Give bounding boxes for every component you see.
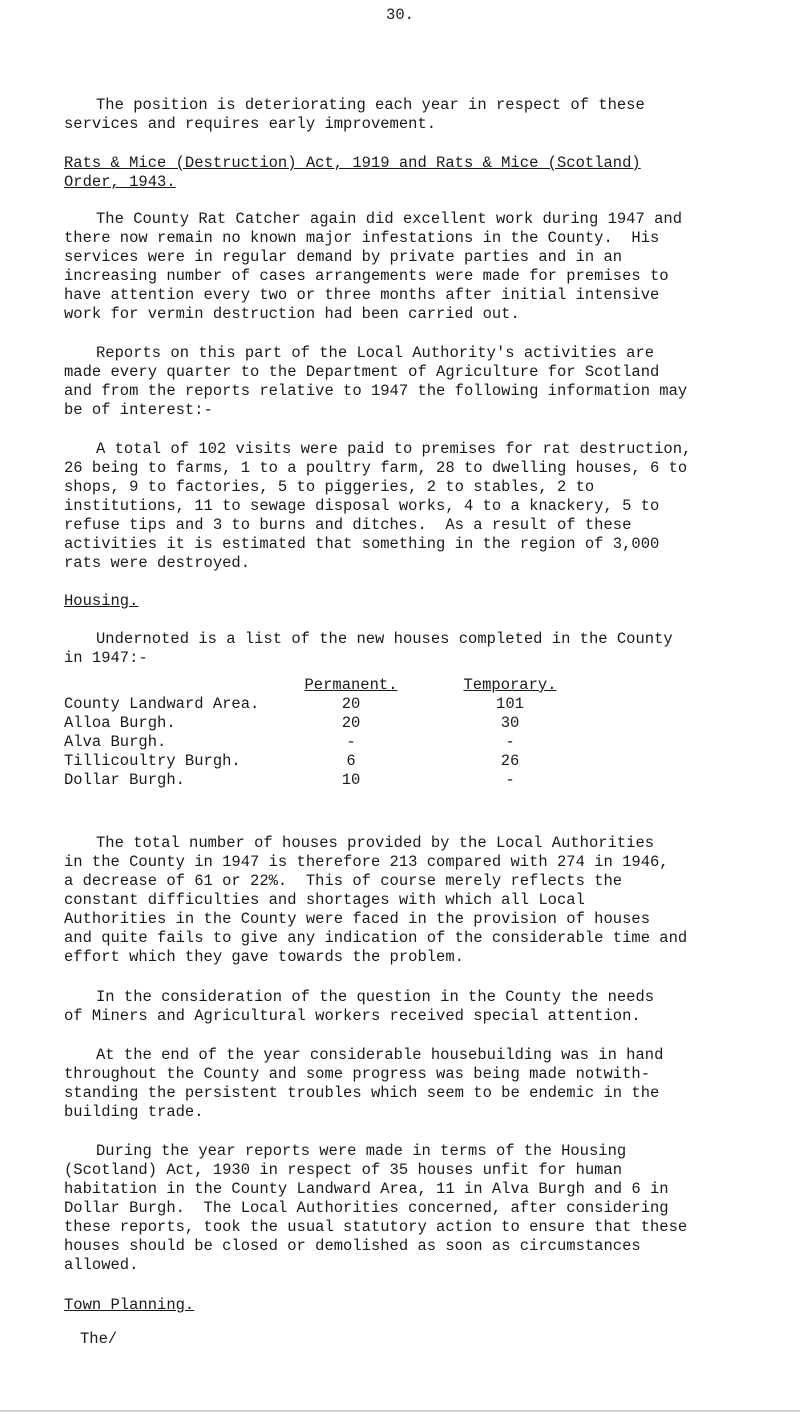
text-line: At the end of the year considerable housebuilding was in hand	[96, 1046, 664, 1064]
text-line: The total number of houses provided by the Local Authorities	[96, 834, 655, 852]
housing-intro	[64, 630, 764, 668]
table-header-row	[64, 676, 604, 695]
temporary-cell: 30	[500, 714, 520, 732]
table-row	[64, 733, 604, 752]
text-line: shops, 9 to factories, 5 to piggeries, 2 to stables, 2 to	[64, 478, 595, 496]
text-line: in 1947:-	[64, 649, 148, 667]
text-line: and quite fails to give any indication of the considerable time and	[64, 929, 688, 947]
text-line: During the year reports were made in terms of the Housing	[96, 1142, 627, 1160]
text-line: increasing number of cases arrangements were made for premises to	[64, 267, 669, 285]
text-line: The position is deteriorating each year in respect of these	[96, 96, 645, 114]
area-column-header	[64, 676, 286, 695]
housebuilding-paragraph	[64, 1046, 764, 1122]
town-planning-heading: Town Planning.	[64, 1296, 195, 1314]
permanent-cell: 10	[341, 771, 361, 789]
text-line: work for vermin destruction had been carried out.	[64, 305, 520, 323]
visits-paragraph	[64, 440, 764, 573]
housing-heading: Housing.	[64, 592, 139, 610]
unfit-houses-paragraph	[64, 1142, 764, 1275]
temporary-cell: -	[505, 771, 515, 789]
text-line: Reports on this part of the Local Authority's activities are	[96, 344, 655, 362]
permanent-column-header: Permanent.	[304, 676, 398, 694]
text-line: institutions, 11 to sewage disposal works, 4 to a knackery, 5 to	[64, 497, 660, 515]
temporary-cell: -	[505, 733, 515, 751]
temporary-column-header: Temporary.	[463, 676, 557, 694]
text-line: refuse tips and 3 to burns and ditches. As a result of these	[64, 516, 632, 534]
text-line: Order, 1943.	[64, 173, 176, 191]
total-houses-paragraph	[64, 834, 764, 967]
text-line: throughout the County and some progress was being made notwith-	[64, 1065, 650, 1083]
area-cell: Alloa Burgh.	[64, 714, 176, 732]
text-line: rats were destroyed.	[64, 554, 251, 572]
reports-paragraph	[64, 344, 764, 420]
text-line: in the County in 1947 is therefore 213 compared with 274 in 1946,	[64, 853, 669, 871]
rat-catcher-paragraph	[64, 210, 764, 324]
text-line: a decrease of 61 or 22%. This of course merely reflects the	[64, 872, 623, 890]
text-line: have attention every two or three months after initial intensive	[64, 286, 660, 304]
area-cell: County Landward Area.	[64, 695, 260, 713]
intro-paragraph	[64, 96, 764, 134]
text-line: habitation in the County Landward Area, 11 in Alva Burgh and 6 in	[64, 1180, 669, 1198]
temporary-cell: 26	[500, 752, 520, 770]
permanent-cell: 20	[341, 695, 361, 713]
text-line: be of interest:-	[64, 401, 213, 419]
permanent-cell: -	[346, 733, 356, 751]
text-line: allowed.	[64, 1256, 139, 1274]
permanent-cell: 6	[346, 752, 356, 770]
text-line: houses should be closed or demolished as soon as circumstances	[64, 1237, 641, 1255]
rats-mice-heading	[64, 154, 764, 192]
text-line: made every quarter to the Department of Agriculture for Scotland	[64, 363, 660, 381]
area-cell: Dollar Burgh.	[64, 771, 185, 789]
text-line: Rats & Mice (Destruction) Act, 1919 and Rats & Mice (Scotland)	[64, 154, 641, 172]
area-cell: Tillicoultry Burgh.	[64, 752, 241, 770]
area-cell: Alva Burgh.	[64, 733, 167, 751]
text-line: In the consideration of the question in the County the needs	[96, 988, 655, 1006]
table-row	[64, 714, 604, 733]
new-houses-table	[64, 676, 604, 790]
text-line: activities it is estimated that something in the region of 3,000	[64, 535, 660, 553]
table-row	[64, 771, 604, 790]
text-line: A total of 102 visits were paid to premises for rat destruction,	[96, 440, 692, 458]
text-line: services were in regular demand by private parties and in an	[64, 248, 623, 266]
text-line: constant difficulties and shortages with which all Local	[64, 891, 585, 909]
page-edge-line	[0, 1410, 800, 1412]
text-line: Undernoted is a list of the new houses completed in the County	[96, 630, 673, 648]
miners-paragraph	[64, 988, 764, 1026]
text-line: Dollar Burgh. The Local Authorities concerned, after considering	[64, 1199, 669, 1217]
page-number: 30.	[386, 6, 414, 24]
text-line: effort which they gave towards the problem.	[64, 948, 464, 966]
text-line: services and requires early improvement.	[64, 115, 437, 133]
text-line: these reports, took the usual statutory action to ensure that these	[64, 1218, 688, 1236]
text-line: building trade.	[64, 1103, 204, 1121]
temporary-cell: 101	[496, 695, 524, 713]
text-line: there now remain no known major infestations in the County. His	[64, 229, 660, 247]
permanent-cell: 20	[341, 714, 361, 732]
table-row	[64, 752, 604, 771]
text-line: standing the persistent troubles which seem to be endemic in the	[64, 1084, 660, 1102]
text-line: of Miners and Agricultural workers received special attention.	[64, 1007, 641, 1025]
text-line: Authorities in the County were faced in the provision of houses	[64, 910, 650, 928]
table-row	[64, 695, 604, 714]
catchword: The/	[80, 1330, 118, 1348]
text-line: The County Rat Catcher again did excellent work during 1947 and	[96, 210, 682, 228]
text-line: 26 being to farms, 1 to a poultry farm, 28 to dwelling houses, 6 to	[64, 459, 688, 477]
text-line: (Scotland) Act, 1930 in respect of 35 houses unfit for human	[64, 1161, 623, 1179]
text-line: and from the reports relative to 1947 the following information may	[64, 382, 688, 400]
